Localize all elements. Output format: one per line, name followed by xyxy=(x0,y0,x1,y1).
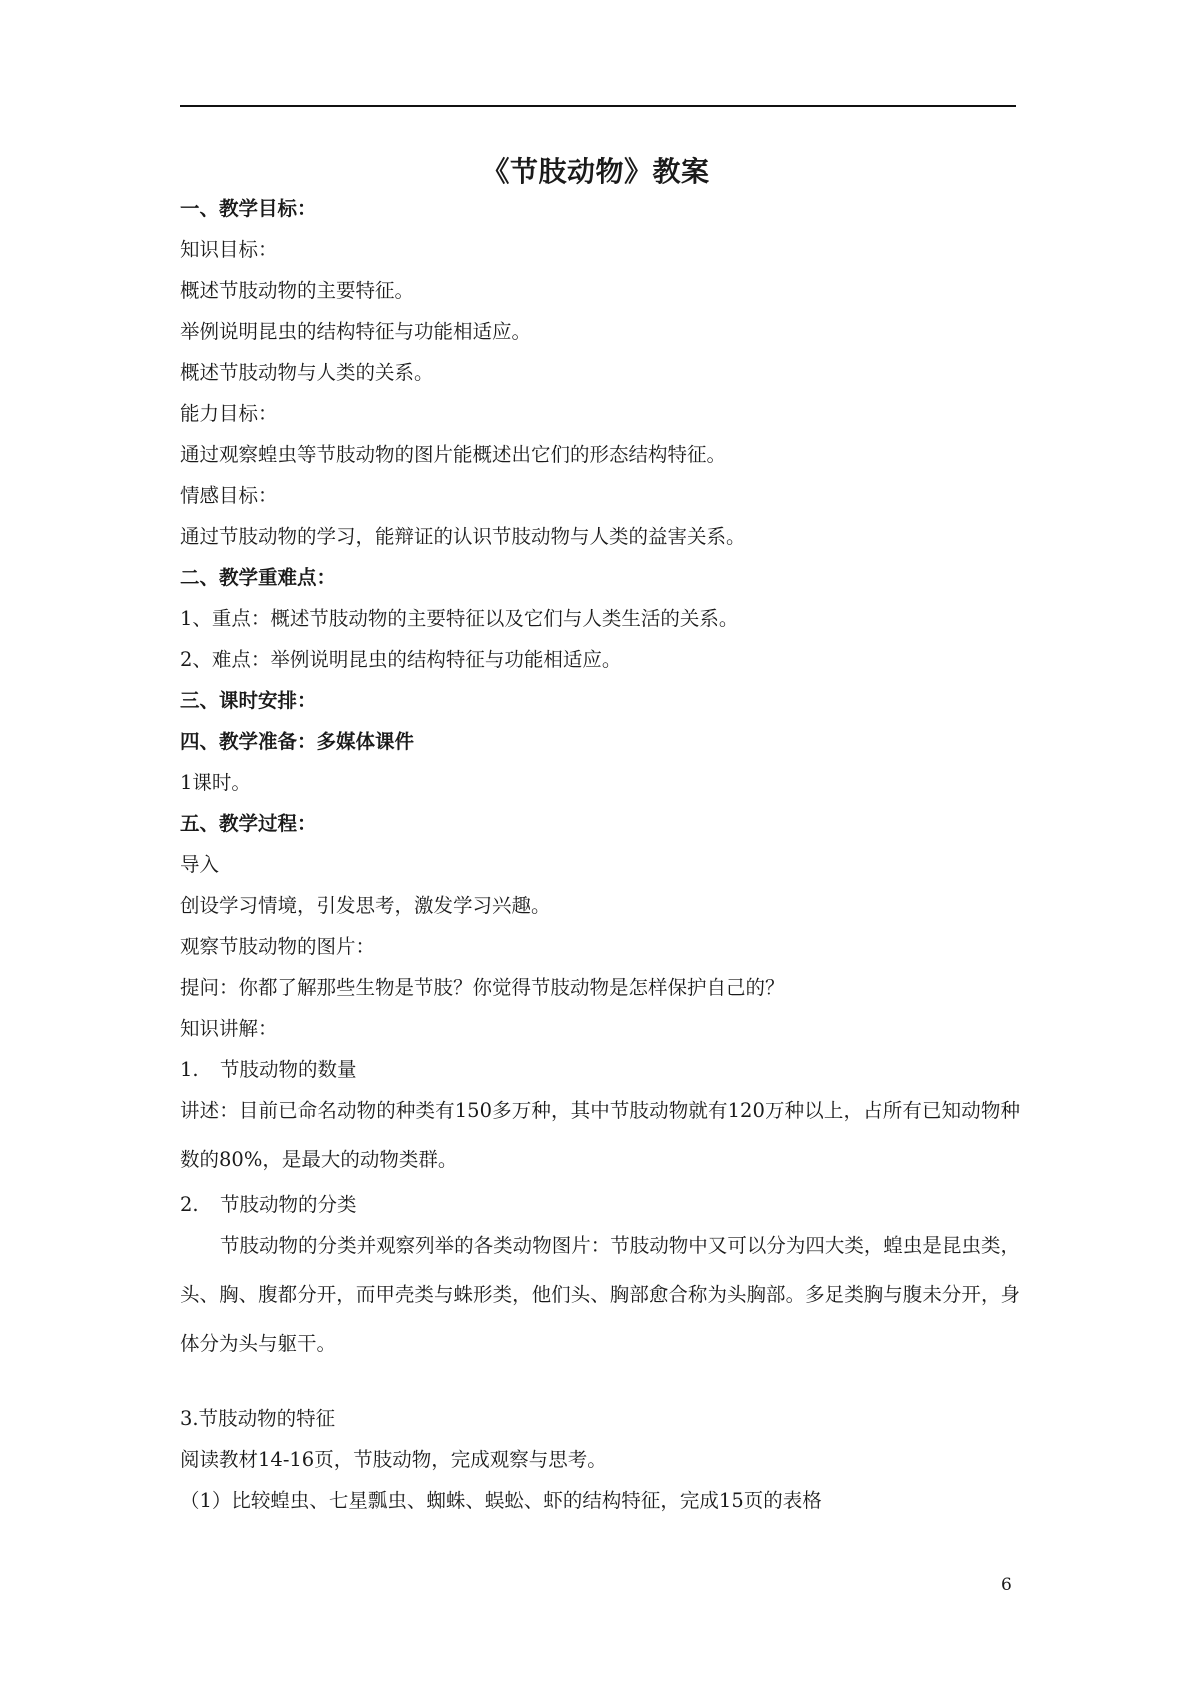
section-heading-key-points: 二、教学重难点： xyxy=(180,566,337,589)
knowledge-objective-label: 知识目标： xyxy=(180,238,278,261)
item-2-heading xyxy=(180,1184,1020,1225)
key-point: 1、重点：概述节肢动物的主要特征以及它们与人类生活的关系。 xyxy=(180,607,739,630)
item-3-subitem-1: （1）比较蝗虫、七星瓢虫、蜘蛛、蜈蚣、虾的结构特征，完成15页的表格 xyxy=(180,1489,822,1512)
intro-question: 提问：你都了解那些生物是节肢？你觉得节肢动物是怎样保护自己的？ xyxy=(180,976,785,999)
item-2-title: 节肢动物的分类 xyxy=(220,1193,357,1216)
item-1-heading xyxy=(180,1049,1020,1090)
ability-objective-label: 能力目标： xyxy=(180,402,278,425)
item-1-number: 1. xyxy=(180,1058,199,1081)
section-heading-preparation: 四、教学准备：多媒体课件 xyxy=(180,730,415,753)
knowledge-objective-1: 概述节肢动物的主要特征。 xyxy=(180,279,415,302)
ability-objective-1: 通过观察蝗虫等节肢动物的图片能概述出它们的形态结构特征。 xyxy=(180,443,727,466)
emotion-objective-1: 通过节肢动物的学习，能辩证的认识节肢动物与人类的益害关系。 xyxy=(180,525,746,548)
class-hours: 1课时。 xyxy=(180,771,251,794)
section-heading-process: 五、教学过程： xyxy=(180,812,317,835)
section-heading-objectives: 一、教学目标： xyxy=(180,197,317,220)
explanation-label: 知识讲解： xyxy=(180,1017,278,1040)
page-number: 6 xyxy=(1001,1575,1012,1595)
header-rule xyxy=(180,105,1016,107)
intro-label: 导入 xyxy=(180,853,220,876)
knowledge-objective-2: 举例说明昆虫的结构特征与功能相适应。 xyxy=(180,320,532,343)
item-2-paragraph: 节肢动物的分类并观察列举的各类动物图片：节肢动物中又可以分为四大类，蝗虫是昆虫类，头、胸、腹都分开，而甲壳类与蛛形类，他们头、胸部愈合称为头胸部。多足类胸与腹未分开，身体分为头与躯干。 xyxy=(180,1234,1020,1355)
knowledge-objective-3: 概述节肢动物与人类的关系。 xyxy=(180,361,434,384)
item-3-heading: 3.节肢动物的特征 xyxy=(180,1407,336,1430)
item-3-paragraph: 阅读教材14-16页，节肢动物，完成观察与思考。 xyxy=(180,1448,607,1471)
difficult-point: 2、难点：举例说明昆虫的结构特征与功能相适应。 xyxy=(180,648,622,671)
item-2-number: 2. xyxy=(180,1193,199,1216)
item-1-title: 节肢动物的数量 xyxy=(220,1058,357,1081)
intro-line-1: 创设学习情境，引发思考，激发学习兴趣。 xyxy=(180,894,551,917)
intro-line-2: 观察节肢动物的图片： xyxy=(180,935,376,958)
item-1-paragraph: 讲述：目前已命名动物的种类有150多万种，其中节肢动物就有120万种以上，占所有已知动物种数的80%，是最大的动物类群。 xyxy=(180,1099,1020,1171)
emotion-objective-label: 情感目标： xyxy=(180,484,278,507)
document-title: 《节肢动物》教案 xyxy=(481,155,710,188)
document-body xyxy=(180,188,1020,1521)
paragraph-gap xyxy=(180,1368,1020,1398)
section-heading-schedule: 三、课时安排： xyxy=(180,689,317,712)
